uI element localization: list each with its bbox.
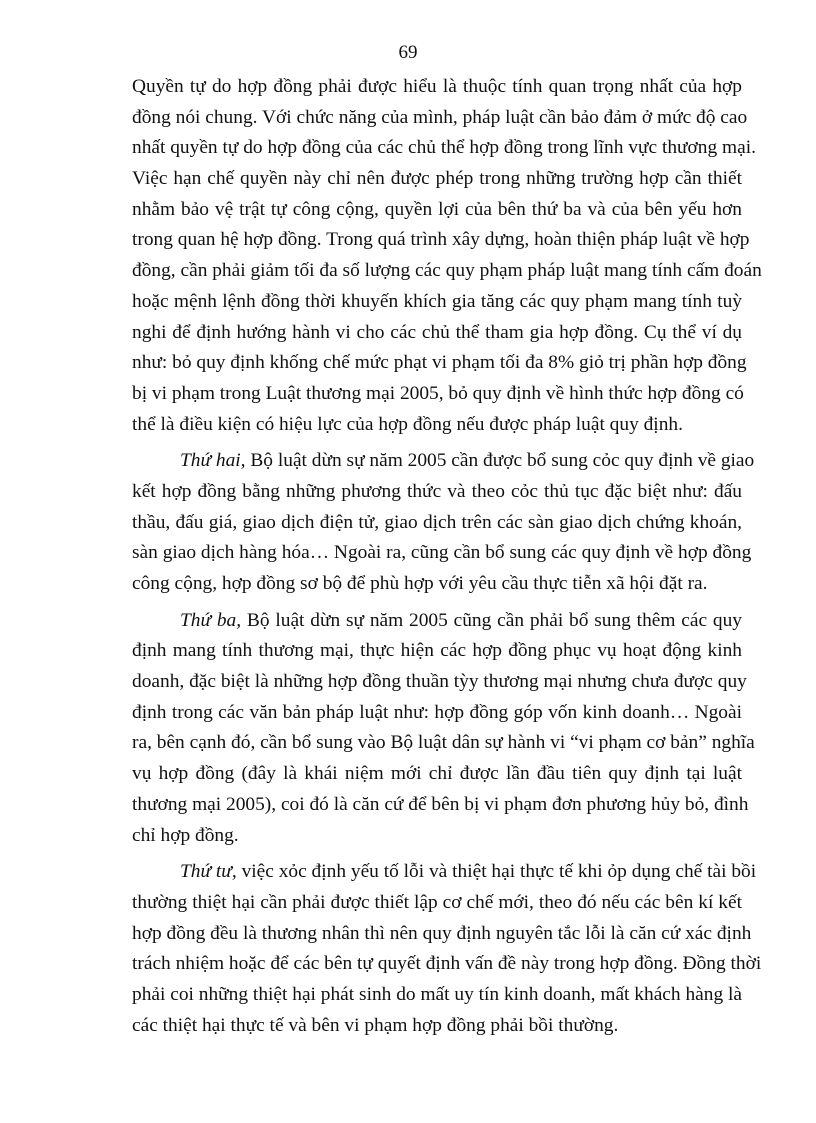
text-line: đồng, cần phải giảm tối đa số lượng các quy phạm pháp luật mang tính cấm đoán	[132, 260, 762, 282]
text-line: định trong các văn bản pháp luật như: hợp đồng góp vốn kinh doanh… Ngoài	[132, 701, 742, 723]
text-line: nhất quyền tự do hợp đồng của các chủ thể hợp đồng trong lĩnh vực thương mại.	[132, 137, 756, 159]
text-line: nhằm bảo vệ trật tự công cộng, quyền lợi của bên thứ ba và của bên yếu hơn	[132, 198, 742, 220]
text-line: bị vi phạm trong Luật thương mại 2005, bỏ quy định về hình thức hợp đồng có	[132, 382, 744, 404]
italic-lead: Thứ hai,	[180, 450, 246, 472]
text-line: trong quan hệ hợp đồng. Trong quá trình xây dựng, hoàn thiện pháp luật về hợp	[132, 229, 750, 251]
text-line: Quyền tự do hợp đồng phải được hiểu là thuộc tính quan trọng nhất của hợp	[132, 76, 742, 97]
paragraph	[132, 446, 755, 599]
text-line: Việc hạn chế quyền này chỉ nên được phép trong những trường hợp cần thiết	[132, 168, 742, 190]
text-line: phải coi những thiệt hại phát sinh do mất uy tín kinh doanh, mất khách hàng là	[132, 983, 742, 1005]
text-line: hợp đồng đều là thương nhân thì nên quy định nguyên tắc lỗi là căn cứ xác định	[132, 922, 752, 944]
paragraph	[132, 857, 762, 1041]
text-line: định mang tính thương mại, thực hiện các hợp đồng phục vụ hoạt động kinh	[132, 640, 742, 662]
text-line: ra, bên cạnh đó, cần bổ sung vào Bộ luật dân sự hành vi “vi phạm cơ bản” nghĩa	[132, 732, 755, 754]
text-line: Thứ ba, Bộ luật dừn sự năm 2005 cũng cần phải bổ sung thêm các quy	[180, 609, 742, 631]
text-line: chỉ hợp đồng.	[132, 824, 239, 846]
paragraph	[132, 606, 755, 852]
text-line: các thiệt hại thực tế và bên vi phạm hợp đồng phải bồi thường.	[132, 1014, 619, 1036]
italic-lead: Thứ ba,	[180, 609, 242, 631]
text-line: công cộng, hợp đồng sơ bộ để phù hợp với yêu cầu thực tiễn xã hội đặt ra.	[132, 573, 708, 594]
text-line: đồng nói chung. Với chức năng của mình, pháp luật cần bảo đảm ở mức độ cao	[132, 106, 748, 128]
text-line: kết hợp đồng bằng những phương thức và theo cỏc thủ tục đặc biệt như: đấu	[132, 480, 742, 502]
text-line: sàn giao dịch hàng hóa… Ngoài ra, cũng cần bổ sung các quy định về hợp đồng	[132, 542, 752, 564]
text-line: Thứ tư, việc xỏc định yếu tố lỗi và thiệt hại thực tế khi ỏp dụng chế tài bồi	[180, 861, 757, 883]
text-line: thầu, đấu giá, giao dịch điện tử, giao dịch trên các sàn giao dịch chứng khoán,	[132, 511, 742, 533]
text-line: doanh, đặc biệt là những hợp đồng thuần tỳy thương mại nhưng chưa được quy	[132, 671, 747, 693]
text-line: nghi để định hướng hành vi cho các chủ thể tham gia hợp đồng. Cụ thể ví dụ	[132, 321, 742, 343]
text-line: trách nhiệm hoặc để các bên tự quyết định vấn đề này trong hợp đồng. Đồng thời	[132, 953, 762, 975]
italic-lead: Thứ tư,	[180, 861, 237, 883]
text-line: thương mại 2005), coi đó là căn cứ để bên bị vi phạm đơn phương hủy bỏ, đình	[132, 793, 749, 815]
text-line: hoặc mệnh lệnh đồng thời khuyến khích gia tăng các quy phạm mang tính tuỳ	[132, 290, 742, 312]
paragraph	[132, 72, 762, 440]
text-line: thể là điều kiện có hiệu lực của hợp đồng nếu được pháp luật quy định.	[132, 413, 683, 435]
text-line: vụ hợp đồng (đây là khái niệm mới chỉ được lần đầu tiên quy định tại luật	[132, 763, 742, 785]
body-text	[132, 72, 762, 1041]
page-number: 69	[398, 42, 418, 63]
text-line: Thứ hai, Bộ luật dừn sự năm 2005 cần được bổ sung cỏc quy định về giao	[180, 450, 755, 472]
text-line: như: bỏ quy định khống chế mức phạt vi phạm tối đa 8% giỏ trị phần hợp đồng	[132, 352, 747, 374]
text-line: thường thiệt hại cần phải được thiết lập cơ chế mới, theo đó nếu các bên kí kết	[132, 891, 742, 913]
